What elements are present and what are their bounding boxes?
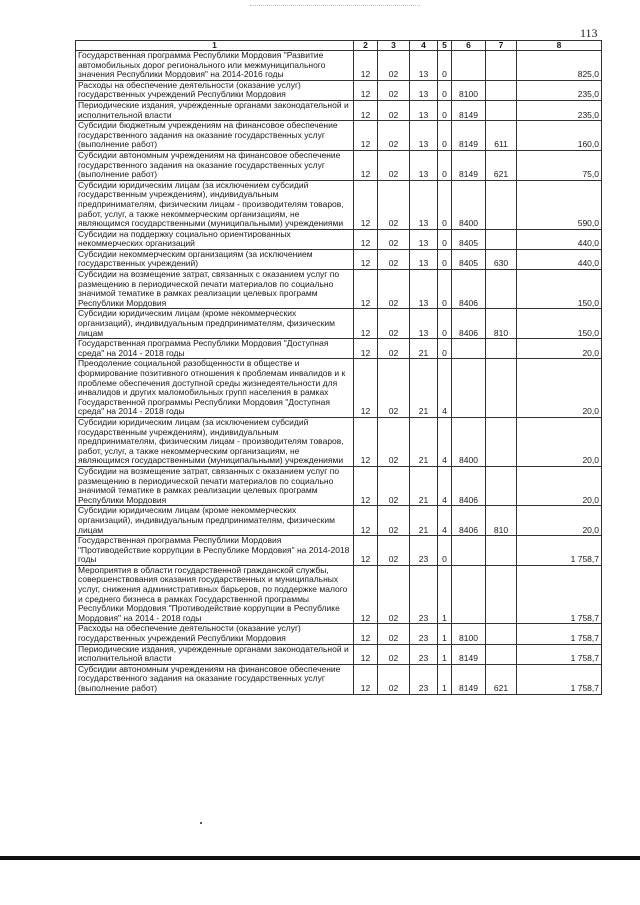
row-name-cell: Субсидии автономным учреждениям на финансовое обеспечение государственного задания на оказание государственных услуг (выполнение работ) (76, 664, 354, 694)
row-code-cell: 8405 (452, 229, 486, 249)
row-code-cell: 8406 (452, 466, 486, 505)
row-code-cell: 0 (438, 270, 452, 309)
row-code-cell: 12 (354, 417, 378, 466)
row-code-cell (486, 359, 517, 418)
row-code-cell: 8400 (452, 180, 486, 229)
row-code-cell: 0 (438, 249, 452, 269)
row-name-cell: Субсидии юридическим лицам (за исключением субсидий государственным учреждениям), индивидуальным предпринимателям, физическим лицам - производителям товаров, работ, услуг, а также некоммерческим организациям, не являющимся государственными (муниципальными) учреждениями (76, 180, 354, 229)
row-code-cell: 02 (378, 664, 410, 694)
row-name-cell: Государственная программа Республики Мордовия "Противодействие коррупции в Республике Мордовия" на 2014-2018 годы (76, 536, 354, 566)
table-row (76, 229, 602, 249)
row-name-cell: Мероприятия в области государственной гражданской службы, совершенствования оказания государственных и муниципальных услуг, снижения административных барьеров, по поддержке малого и среднего бизнеса в рамках Государственной программы Республики Мордовия "Противодействие коррупции в Республике Мордовия" на 2014 - 2018 годы (76, 565, 354, 624)
row-code-cell: 4 (438, 466, 452, 505)
row-code-cell: 02 (378, 536, 410, 566)
row-code-cell (486, 339, 517, 359)
row-code-cell: 23 (410, 664, 438, 694)
row-name-cell: Периодические издания, учрежденные органами законодательной и исполнительной власти (76, 100, 354, 120)
table-row (76, 506, 602, 536)
row-code-cell: 630 (486, 249, 517, 269)
row-name-cell: Субсидии некоммерческим организациям (за исключением государственных учреждений) (76, 249, 354, 269)
row-code-cell: 02 (378, 506, 410, 536)
row-code-cell: 13 (410, 249, 438, 269)
row-amount-cell: 440,0 (517, 249, 602, 269)
row-code-cell: 02 (378, 624, 410, 644)
column-header: 7 (486, 41, 517, 51)
row-code-cell: 621 (486, 150, 517, 180)
table-body (76, 51, 602, 695)
row-code-cell: 0 (438, 536, 452, 566)
row-code-cell: 12 (354, 249, 378, 269)
row-code-cell: 13 (410, 150, 438, 180)
row-code-cell: 13 (410, 80, 438, 100)
column-header: 4 (410, 41, 438, 51)
row-code-cell (486, 229, 517, 249)
row-code-cell (486, 180, 517, 229)
table-row (76, 270, 602, 309)
row-code-cell: 02 (378, 150, 410, 180)
row-amount-cell: 20,0 (517, 339, 602, 359)
table-header-row (76, 41, 602, 51)
row-code-cell: 12 (354, 309, 378, 339)
row-code-cell: 12 (354, 664, 378, 694)
row-code-cell: 02 (378, 359, 410, 418)
row-code-cell: 02 (378, 51, 410, 81)
row-amount-cell: 235,0 (517, 80, 602, 100)
table-row (76, 359, 602, 418)
row-name-cell: Государственная программа Республики Мордовия "Развитие автомобильных дорог регионального или межмуниципального значения Республики Мордовия" на 2014-2016 годы (76, 51, 354, 81)
row-code-cell: 21 (410, 417, 438, 466)
row-code-cell: 02 (378, 339, 410, 359)
row-code-cell: 8100 (452, 624, 486, 644)
row-code-cell: 21 (410, 359, 438, 418)
row-code-cell: 0 (438, 229, 452, 249)
row-code-cell: 0 (438, 309, 452, 339)
table-row (76, 417, 602, 466)
row-code-cell: 12 (354, 466, 378, 505)
row-amount-cell: 235,0 (517, 100, 602, 120)
row-code-cell: 1 (438, 644, 452, 664)
row-code-cell: 4 (438, 359, 452, 418)
row-amount-cell: 150,0 (517, 309, 602, 339)
row-code-cell: 13 (410, 180, 438, 229)
table-row (76, 249, 602, 269)
row-code-cell: 12 (354, 180, 378, 229)
row-code-cell (486, 51, 517, 81)
row-code-cell: 810 (486, 309, 517, 339)
row-code-cell: 12 (354, 270, 378, 309)
row-code-cell: 621 (486, 664, 517, 694)
row-code-cell: 02 (378, 466, 410, 505)
row-code-cell: 02 (378, 180, 410, 229)
row-amount-cell: 1 758,7 (517, 664, 602, 694)
row-code-cell: 8100 (452, 80, 486, 100)
column-header: 8 (517, 41, 602, 51)
row-name-cell: Периодические издания, учрежденные органами законодательной и исполнительной власти (76, 644, 354, 664)
row-code-cell: 02 (378, 229, 410, 249)
row-amount-cell: 1 758,7 (517, 565, 602, 624)
row-code-cell: 0 (438, 339, 452, 359)
row-code-cell (486, 565, 517, 624)
row-code-cell: 8149 (452, 121, 486, 151)
row-name-cell: Преодоление социальной разобщенности в обществе и формирование позитивного отношения к проблемам инвалидов и к проблеме обеспечения доступной среды жизнедеятельности для инвалидов и других маломобильных групп населения в рамках Государственной программы Республики Мордовия "Доступная среда" на 2014 - 2018 годы (76, 359, 354, 418)
column-header: 5 (438, 41, 452, 51)
row-code-cell: 1 (438, 624, 452, 644)
row-code-cell: 21 (410, 506, 438, 536)
row-name-cell: Субсидии юридическим лицам (кроме некоммерческих организаций), индивидуальным предпринимателям, физическим лицам (76, 309, 354, 339)
row-amount-cell: 440,0 (517, 229, 602, 249)
row-code-cell (486, 270, 517, 309)
row-name-cell: Субсидии автономным учреждениям на финансовое обеспечение государственного задания на оказание государственных услуг (выполнение работ) (76, 150, 354, 180)
row-code-cell: 12 (354, 644, 378, 664)
row-code-cell: 13 (410, 51, 438, 81)
row-amount-cell: 1 758,7 (517, 624, 602, 644)
row-code-cell: 8149 (452, 100, 486, 120)
table-row (76, 664, 602, 694)
table-row (76, 51, 602, 81)
row-code-cell: 12 (354, 51, 378, 81)
row-code-cell: 12 (354, 80, 378, 100)
row-code-cell: 02 (378, 80, 410, 100)
row-code-cell: 02 (378, 644, 410, 664)
row-code-cell (452, 339, 486, 359)
row-code-cell (486, 80, 517, 100)
row-amount-cell: 590,0 (517, 180, 602, 229)
budget-table (75, 40, 602, 695)
row-code-cell: 8406 (452, 309, 486, 339)
row-code-cell: 12 (354, 150, 378, 180)
row-code-cell: 12 (354, 339, 378, 359)
row-code-cell: 8400 (452, 417, 486, 466)
table-row (76, 121, 602, 151)
scan-dot (200, 822, 202, 824)
row-code-cell (486, 466, 517, 505)
row-name-cell: Расходы на обеспечение деятельности (оказание услуг) государственных учреждений Республики Мордовия (76, 624, 354, 644)
row-code-cell: 02 (378, 565, 410, 624)
row-code-cell: 0 (438, 80, 452, 100)
row-code-cell: 8149 (452, 664, 486, 694)
row-name-cell: Государственная программа Республики Мордовия "Доступная среда" на 2014 - 2018 годы (76, 339, 354, 359)
scan-smudge (250, 5, 420, 10)
row-name-cell: Субсидии на поддержку социально ориентированных некоммерческих организаций (76, 229, 354, 249)
row-amount-cell: 20,0 (517, 466, 602, 505)
row-code-cell (486, 100, 517, 120)
table-row (76, 309, 602, 339)
row-code-cell: 21 (410, 339, 438, 359)
row-code-cell: 12 (354, 229, 378, 249)
row-code-cell: 8406 (452, 506, 486, 536)
table-row (76, 339, 602, 359)
row-code-cell (452, 565, 486, 624)
row-code-cell: 8406 (452, 270, 486, 309)
row-amount-cell: 160,0 (517, 121, 602, 151)
row-code-cell: 1 (438, 565, 452, 624)
row-code-cell: 0 (438, 121, 452, 151)
row-code-cell: 02 (378, 270, 410, 309)
row-code-cell: 02 (378, 121, 410, 151)
row-code-cell: 23 (410, 565, 438, 624)
table-row (76, 536, 602, 566)
row-name-cell: Расходы на обеспечение деятельности (оказание услуг) государственных учреждений Республики Мордовия (76, 80, 354, 100)
table-row (76, 150, 602, 180)
row-code-cell: 8149 (452, 150, 486, 180)
row-code-cell (452, 51, 486, 81)
row-name-cell: Субсидии юридическим лицам (за исключением субсидий государственным учреждениям), индивидуальным предпринимателям, физическим лицам - производителям товаров, работ, услуг, а также некоммерческим организациям, не являющимся государственными (муниципальными) учреждениями (76, 417, 354, 466)
row-amount-cell: 20,0 (517, 359, 602, 418)
row-code-cell: 12 (354, 100, 378, 120)
row-name-cell: Субсидии на возмещение затрат, связанных с оказанием услуг по размещению в периодической печати материалов по социально значимой тематике в рамках реализации целевых программ Республики Мордовия (76, 466, 354, 505)
row-code-cell (452, 359, 486, 418)
row-code-cell: 13 (410, 121, 438, 151)
row-amount-cell: 1 758,7 (517, 536, 602, 566)
table-row (76, 100, 602, 120)
row-amount-cell: 75,0 (517, 150, 602, 180)
table-row (76, 466, 602, 505)
row-code-cell: 810 (486, 506, 517, 536)
row-name-cell: Субсидии на возмещение затрат, связанных с оказанием услуг по размещению в периодической печати материалов по социально значимой тематике в рамках реализации целевых программ Республики Мордовия (76, 270, 354, 309)
row-code-cell: 0 (438, 100, 452, 120)
row-amount-cell: 825,0 (517, 51, 602, 81)
row-code-cell: 0 (438, 51, 452, 81)
row-amount-cell: 20,0 (517, 417, 602, 466)
row-code-cell: 13 (410, 100, 438, 120)
row-code-cell: 23 (410, 536, 438, 566)
table-row (76, 80, 602, 100)
row-code-cell: 0 (438, 150, 452, 180)
row-code-cell: 12 (354, 565, 378, 624)
row-code-cell: 4 (438, 506, 452, 536)
scan-edge-bar (0, 856, 640, 860)
row-code-cell: 23 (410, 624, 438, 644)
row-code-cell: 23 (410, 644, 438, 664)
row-code-cell: 8405 (452, 249, 486, 269)
row-code-cell: 13 (410, 309, 438, 339)
row-code-cell: 02 (378, 417, 410, 466)
row-name-cell: Субсидии юридическим лицам (кроме некоммерческих организаций), индивидуальным предпринимателям, физическим лицам (76, 506, 354, 536)
row-amount-cell: 1 758,7 (517, 644, 602, 664)
row-code-cell: 611 (486, 121, 517, 151)
table-row (76, 180, 602, 229)
row-code-cell: 12 (354, 121, 378, 151)
row-code-cell: 02 (378, 100, 410, 120)
row-code-cell (452, 536, 486, 566)
row-code-cell: 12 (354, 506, 378, 536)
row-code-cell (486, 644, 517, 664)
row-code-cell: 4 (438, 417, 452, 466)
row-name-cell: Субсидии бюджетным учреждениям на финансовое обеспечение государственного задания на оказание государственных услуг (выполнение работ) (76, 121, 354, 151)
row-code-cell: 12 (354, 624, 378, 644)
table-row (76, 565, 602, 624)
row-amount-cell: 20,0 (517, 506, 602, 536)
row-code-cell: 8149 (452, 644, 486, 664)
table-row (76, 624, 602, 644)
column-header: 2 (354, 41, 378, 51)
row-code-cell: 0 (438, 180, 452, 229)
page-number: 113 (580, 26, 598, 40)
column-header: 1 (76, 41, 354, 51)
row-code-cell: 02 (378, 309, 410, 339)
row-code-cell (486, 536, 517, 566)
row-code-cell: 13 (410, 229, 438, 249)
row-code-cell: 02 (378, 249, 410, 269)
row-code-cell: 21 (410, 466, 438, 505)
row-code-cell: 12 (354, 359, 378, 418)
table-row (76, 644, 602, 664)
row-code-cell (486, 624, 517, 644)
row-code-cell: 13 (410, 270, 438, 309)
row-code-cell: 1 (438, 664, 452, 694)
column-header: 6 (452, 41, 486, 51)
row-code-cell: 12 (354, 536, 378, 566)
row-code-cell (486, 417, 517, 466)
column-header: 3 (378, 41, 410, 51)
row-amount-cell: 150,0 (517, 270, 602, 309)
